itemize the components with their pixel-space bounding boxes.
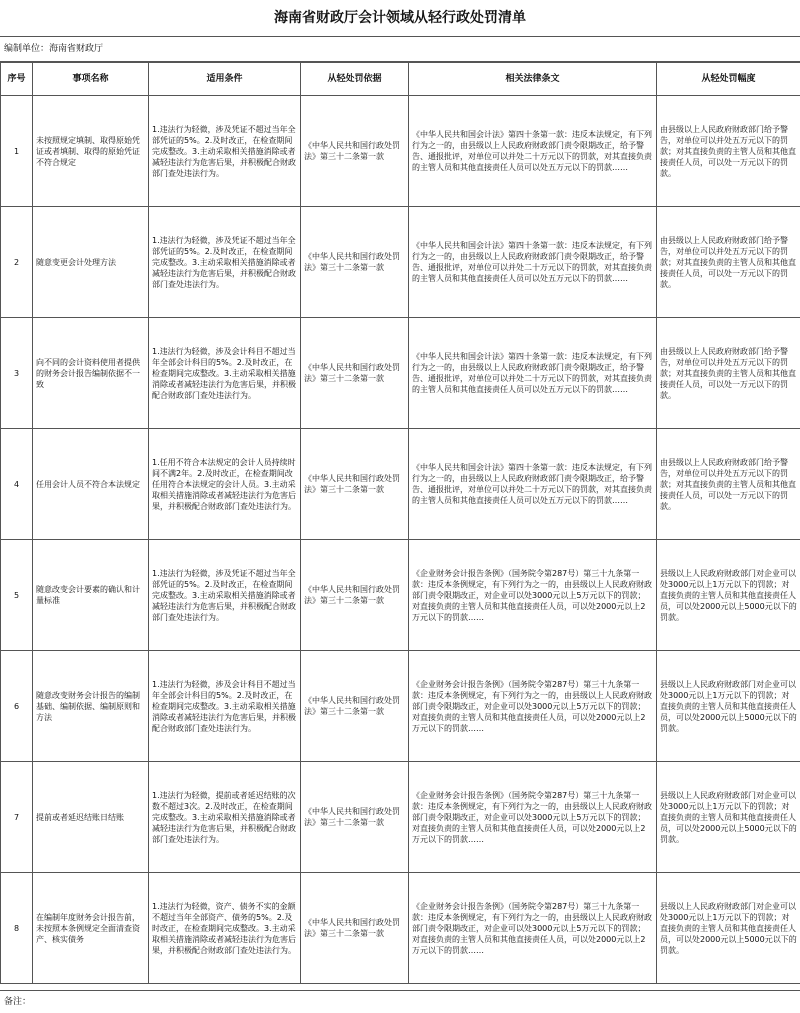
row-range: 县级以上人民政府财政部门对企业可以处3000元以上1万元以下的罚款；对直接负责的主管人员和其他直接责任人员，可以处2000元以上5000元以下的罚款。 [657,873,800,984]
header-basis: 从轻处罚依据 [301,63,409,96]
table-row [1,96,800,207]
row-item-name: 任用会计人员不符合本法规定 [33,429,149,540]
header-range: 从轻处罚幅度 [657,63,800,96]
row-no: 1 [1,96,33,207]
row-law: 《中华人民共和国会计法》第四十条第一款：违反本法规定，有下列行为之一的，由县级以上人民政府财政部门责令限期改正，给予警告、通报批评，对单位可以并处二十万元以下的罚款，对其直接负责的主管人员和其他直接责任人员可以处五万元以下的罚款…… [409,96,657,207]
header-item-name: 事项名称 [33,63,149,96]
row-basis: 《中华人民共和国行政处罚法》第三十二条第一款 [301,429,409,540]
row-range: 由县级以上人民政府财政部门给予警告，对单位可以并处五万元以下的罚款；对其直接负责的主管人员和其他直接责任人员，可以处一万元以下的罚款。 [657,96,800,207]
row-law: 《企业财务会计报告条例》（国务院令第287号）第三十九条第一款：违反本条例规定，有下列行为之一的，由县级以上人民政府财政部门责令限期改正，对企业可以处3000元以上5万元以下的罚款；对直接负责的主管人员和其他直接责任人员，可以处2000元以上2万元以下的罚款…… [409,873,657,984]
row-item-name: 随意改变会计要素的确认和计量标准 [33,540,149,651]
row-no: 8 [1,873,33,984]
row-no: 5 [1,540,33,651]
row-range: 县级以上人民政府财政部门对企业可以处3000元以上1万元以下的罚款；对直接负责的主管人员和其他直接责任人员，可以处2000元以上5000元以下的罚款。 [657,651,800,762]
row-item-name: 向不同的会计资料使用者提供的财务会计报告编制依据不一致 [33,318,149,429]
row-range: 由县级以上人民政府财政部门给予警告，对单位可以并处五万元以下的罚款；对其直接负责的主管人员和其他直接责任人员，可以处一万元以下的罚款。 [657,318,800,429]
remarks: 备注： [0,990,800,1012]
row-basis: 《中华人民共和国行政处罚法》第三十二条第一款 [301,207,409,318]
row-basis: 《中华人民共和国行政处罚法》第三十二条第一款 [301,651,409,762]
row-no: 6 [1,651,33,762]
row-range: 县级以上人民政府财政部门对企业可以处3000元以上1万元以下的罚款；对直接负责的主管人员和其他直接责任人员，可以处2000元以上5000元以下的罚款。 [657,540,800,651]
row-law: 《中华人民共和国会计法》第四十条第一款：违反本法规定，有下列行为之一的，由县级以上人民政府财政部门责令限期改正，给予警告、通报批评，对单位可以并处二十万元以下的罚款，对其直接负责的主管人员和其他直接责任人员可以处五万元以下的罚款…… [409,318,657,429]
row-basis: 《中华人民共和国行政处罚法》第三十二条第一款 [301,540,409,651]
row-basis: 《中华人民共和国行政处罚法》第三十二条第一款 [301,96,409,207]
row-no: 2 [1,207,33,318]
table-row [1,873,800,984]
row-basis: 《中华人民共和国行政处罚法》第三十二条第一款 [301,318,409,429]
header-condition: 适用条件 [149,63,301,96]
table-row [1,207,800,318]
row-condition: 1.违法行为轻微，涉及会计科目不超过当年全部会计科目的5%。2.及时改正，在检查期间完成整改。3.主动采取相关措施消除或者减轻违法行为危害后果，并积极配合财政部门查处违法行为。 [149,651,301,762]
row-range: 县级以上人民政府财政部门对企业可以处3000元以上1万元以下的罚款；对直接负责的主管人员和其他直接责任人员，可以处2000元以上5000元以下的罚款。 [657,762,800,873]
row-range: 由县级以上人民政府财政部门给予警告，对单位可以并处五万元以下的罚款；对其直接负责的主管人员和其他直接责任人员，可以处一万元以下的罚款。 [657,207,800,318]
row-condition: 1.违法行为轻微，资产、债务不实的金额不超过当年全部资产、债务的5%。2.及时改正，在检查期间完成整改。3.主动采取相关措施消除或者减轻违法行为危害后果，并积极配合财政部门查处违法行为。 [149,873,301,984]
row-no: 3 [1,318,33,429]
row-no: 4 [1,429,33,540]
header-no: 序号 [1,63,33,96]
row-item-name: 在编制年度财务会计报告前，未按照本条例规定全面清查资产、核实债务 [33,873,149,984]
row-item-name: 随意变更会计处理方法 [33,207,149,318]
row-condition: 1.违法行为轻微，涉及会计科目不超过当年全部会计科目的5%。2.及时改正，在检查期间完成整改。3.主动采取相关措施消除或者减轻违法行为危害后果，并积极配合财政部门查处违法行为。 [149,318,301,429]
row-basis: 《中华人民共和国行政处罚法》第三十二条第一款 [301,762,409,873]
table-header-row [1,63,800,96]
table-row [1,762,800,873]
compiling-unit: 编制单位：海南省财政厅 [0,37,800,62]
row-condition: 1.任用不符合本法规定的会计人员持续时间不满2年。2.及时改正，在检查期间改任用符合本法规定的会计人员。3.主动采取相关措施消除或者减轻违法行为危害后果，并积极配合财政部门查处违法行为。 [149,429,301,540]
row-law: 《企业财务会计报告条例》（国务院令第287号）第三十九条第一款：违反本条例规定，有下列行为之一的，由县级以上人民政府财政部门责令限期改正，对企业可以处3000元以上5万元以下的罚款；对直接负责的主管人员和其他直接责任人员，可以处2000元以上2万元以下的罚款…… [409,762,657,873]
table-row [1,429,800,540]
row-condition: 1.违法行为轻微，涉及凭证不超过当年全部凭证的5%。2.及时改正，在检查期间完成整改。3.主动采取相关措施消除或者减轻违法行为危害后果，并积极配合财政部门查处违法行为。 [149,96,301,207]
row-law: 《企业财务会计报告条例》（国务院令第287号）第三十九条第一款：违反本条例规定，有下列行为之一的，由县级以上人民政府财政部门责令限期改正，对企业可以处3000元以上5万元以下的罚款；对直接负责的主管人员和其他直接责任人员，可以处2000元以上2万元以下的罚款…… [409,540,657,651]
row-law: 《中华人民共和国会计法》第四十条第一款：违反本法规定，有下列行为之一的，由县级以上人民政府财政部门责令限期改正，给予警告、通报批评，对单位可以并处二十万元以下的罚款，对其直接负责的主管人员和其他直接责任人员可以处五万元以下的罚款…… [409,429,657,540]
row-item-name: 提前或者延迟结账日结账 [33,762,149,873]
header-law: 相关法律条文 [409,63,657,96]
row-law: 《中华人民共和国会计法》第四十条第一款：违反本法规定，有下列行为之一的，由县级以上人民政府财政部门责令限期改正，给予警告、通报批评，对单位可以并处二十万元以下的罚款，对其直接负责的主管人员和其他直接责任人员可以处五万元以下的罚款…… [409,207,657,318]
row-no: 7 [1,762,33,873]
table-row [1,540,800,651]
row-basis: 《中华人民共和国行政处罚法》第三十二条第一款 [301,873,409,984]
penalty-table [0,62,800,984]
row-condition: 1.违法行为轻微，提前或者延迟结账的次数不超过3次。2.及时改正，在检查期间完成整改。3.主动采取相关措施消除或者减轻违法行为危害后果，并积极配合财政部门查处违法行为。 [149,762,301,873]
row-item-name: 未按照规定填制、取得原始凭证或者填制、取得的原始凭证不符合规定 [33,96,149,207]
row-item-name: 随意改变财务会计报告的编制基础、编制依据、编制原则和方法 [33,651,149,762]
row-condition: 1.违法行为轻微，涉及凭证不超过当年全部凭证的5%。2.及时改正，在检查期间完成整改。3.主动采取相关措施消除或者减轻违法行为危害后果，并积极配合财政部门查处违法行为。 [149,207,301,318]
row-law: 《企业财务会计报告条例》（国务院令第287号）第三十九条第一款：违反本条例规定，有下列行为之一的，由县级以上人民政府财政部门责令限期改正，对企业可以处3000元以上5万元以下的罚款；对直接负责的主管人员和其他直接责任人员，可以处2000元以上2万元以下的罚款…… [409,651,657,762]
table-row [1,318,800,429]
table-row [1,651,800,762]
row-condition: 1.违法行为轻微，涉及凭证不超过当年全部凭证的5%。2.及时改正，在检查期间完成整改。3.主动采取相关措施消除或者减轻违法行为危害后果，并积极配合财政部门查处违法行为。 [149,540,301,651]
row-range: 由县级以上人民政府财政部门给予警告，对单位可以并处五万元以下的罚款；对其直接负责的主管人员和其他直接责任人员，可以处一万元以下的罚款。 [657,429,800,540]
document-title: 海南省财政厅会计领域从轻行政处罚清单 [0,0,800,37]
